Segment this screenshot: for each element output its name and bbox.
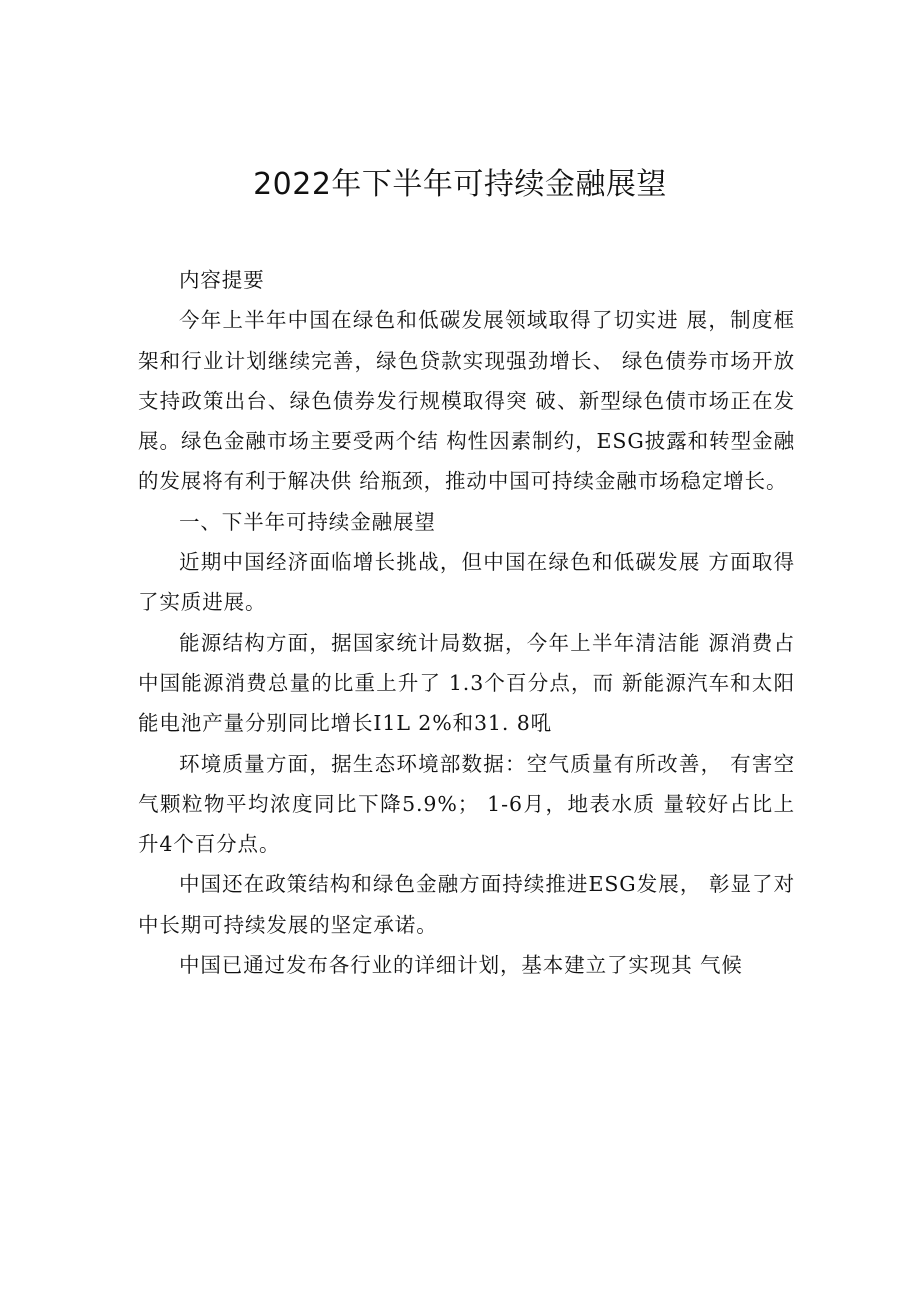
paragraph-energy: 能源结构方面，据国家统计局数据，今年上半年清洁能 源消费占中国能源消费总量的比重上升了 1.3个百分点，而 新能源汽车和太阳能电池产量分别同比增长I1L 2%和31. 8吼 xyxy=(138,630,795,736)
paragraph-industry-plans: 中国已通过发布各行业的详细计划，基本建立了实现其 气候 xyxy=(179,953,743,978)
section-heading-summary: 内容提要 xyxy=(179,268,265,292)
document-body xyxy=(138,260,795,985)
summary-paragraph: 今年上半年中国在绿色和低碳发展领域取得了切实进 展，制度框架和行业计划继续完善，绿色贷款实现强劲增长、 绿色债券市场开放支持政策出台、绿色债券发行规模取得突 破、新型绿色债市场正在发展。绿色金融市场主要受两个结 构性因素制约，ESG披露和转型金融的发展将有利于解决供 给瓶颈，推动中国可持续金融市场稳定增长。 xyxy=(138,308,795,494)
document-title: 2022年下半年可持续金融展望 xyxy=(253,167,667,202)
section-heading-outlook: 一、下半年可持续金融展望 xyxy=(179,509,436,534)
paragraph-environment: 环境质量方面，据生态环境部数据：空气质量有所改善， 有害空气颗粒物平均浓度同比下降5.9%； 1-6月，地表水质 量较好占比上升4个百分点。 xyxy=(138,751,795,857)
paragraph-economy: 近期中国经济面临增长挑战，但中国在绿色和低碳发展 方面取得了实质进展。 xyxy=(138,550,795,615)
paragraph-esg: 中国还在政策结构和绿色金融方面持续推进ESG发展， 彰显了对中长期可持续发展的坚定承诺。 xyxy=(138,872,795,937)
